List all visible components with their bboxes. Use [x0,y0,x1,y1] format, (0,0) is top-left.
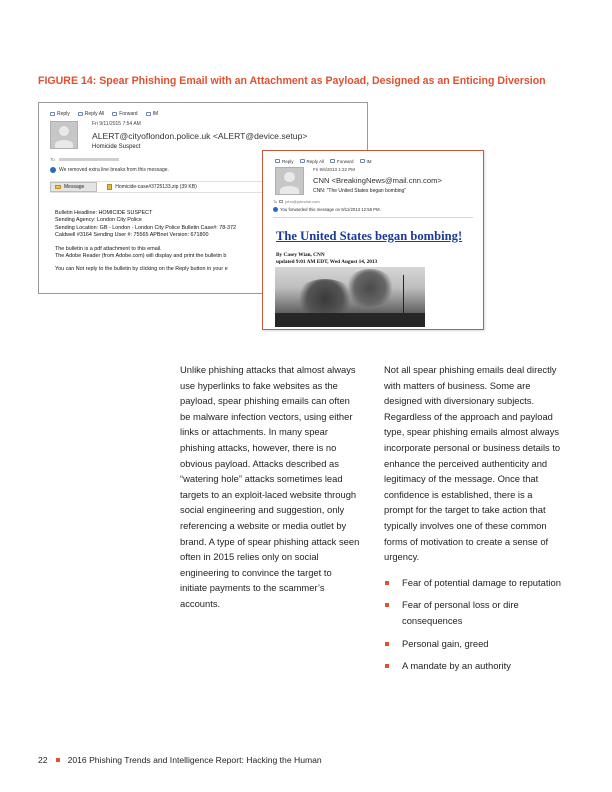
sender-avatar [275,167,304,195]
attachment-file[interactable]: Homicide-case#3725133.zip (39 KB) [115,184,197,190]
email-recipient: To john@johndoe.com [273,199,320,204]
email-subject: Homicide Suspect [92,144,141,150]
info-icon [273,207,278,212]
sender-avatar [50,121,78,149]
email-sender: CNN <BreakingNews@mail.cnn.com> [313,176,442,185]
im-button[interactable]: IM [146,111,159,117]
news-byline: By Casey Wian, CNN updated 9:01 AM EDT, Wed August 14, 2013 [276,252,378,265]
square-bullet-icon [385,603,389,607]
email-body: Bulletin Headline: HOMICIDE SUSPECT Sending Agency: London City Police Sending Location: GB - London - London City Police Bulletin Case#: 78-372 Caldwell #3164 Sending User #: 75565 APBnet Version: 671800 The bulletin is a pdf attachment to this email. The Adobe Reader (from Adobe.com) will display and print the bulletin b You can Not reply to the bulletin by clicking on the Reply button in your e [55,210,237,273]
motivation-list [384,575,564,674]
email-recipient: To [50,157,119,162]
news-headline-link[interactable]: The United States began bombing! [276,229,463,243]
forward-icon [112,112,117,116]
divider [273,217,473,218]
reply-all-button[interactable]: Reply All [300,159,325,164]
page-footer [38,755,322,765]
square-bullet-icon [385,642,389,646]
envelope-icon [55,185,61,189]
email-notice: We removed extra line breaks from this message. [50,167,169,173]
reply-all-button[interactable]: Reply All [78,111,104,117]
email-toolbar [50,109,158,119]
left-paragraph: Unlike phishing attacks that almost always use hyperlinks to fake websites as the payload, spear phishing emails can often be malware infection vectors, using either links or attachments. In many spear phishing attacks, however, there is no obvious payload. Attacks described as “watering hole” attacks sometimes lead targets to an exploit-laced website through social engineering and suggestion, only referencing a website or media outlet by brand. A type of spear phishing attack seen often in 2015 relies only on social engineering to convince the target to initiate payments to the scammer’s accounts. [180,364,360,609]
email-toolbar [275,156,372,166]
info-icon [50,167,56,173]
right-paragraph: Not all spear phishing emails deal directly with matters of business. Some are designed with diversionary subjects. Regardless of the approach and payload type, spear phishing emails almost always incorporate personal or business details to enhance the perceived authenticity and legitimacy of the message. Once that confidence is established, there is a prompt for the target to take action that typically involves one of these common forms of motivation to create a sense of urgency. [384,364,561,563]
square-separator-icon [56,758,60,762]
zip-file-icon [107,184,112,190]
checkbox-icon [279,200,283,203]
reply-button[interactable]: Reply [50,111,70,117]
im-icon [360,159,365,163]
list-item: Personal gain, greed [384,636,564,652]
im-icon [146,112,151,116]
reply-icon [50,112,55,116]
page-number: 22 [38,755,48,765]
right-column [384,362,564,681]
list-item: Fear of potential damage to reputation [384,575,564,591]
email-sender: ALERT@cityoflondon.police.uk <ALERT@device.setup> [92,131,308,141]
email-notice: You forwarded this message on 9/11/2013 12:58 PM. [273,207,381,212]
figure-title: FIGURE 14: Spear Phishing Email with an Attachment as Payload, Designed as an Enticing Diversion [38,75,546,87]
email-subject: CNN: "The United States began bombing" [313,188,407,194]
email-screenshot-cnn [262,150,484,330]
left-column [180,362,360,612]
redacted-recipient [59,158,119,161]
email-date: Fri 9/6/2013 1:22 PM [313,167,356,172]
forward-button[interactable]: Forward [112,111,137,117]
reply-icon [275,159,280,163]
list-item: A mandate by an authority [384,658,564,674]
square-bullet-icon [385,581,389,585]
square-bullet-icon [385,664,389,668]
im-button[interactable]: IM [360,159,372,164]
report-title: 2016 Phishing Trends and Intelligence Report: Hacking the Human [67,755,322,765]
forward-icon [330,159,335,163]
reply-all-icon [300,159,305,163]
news-photo-smoke [275,267,425,327]
reply-button[interactable]: Reply [275,159,294,164]
forward-button[interactable]: Forward [330,159,354,164]
list-item: Fear of personal loss or dire consequences [384,597,564,628]
email-date: Fri 9/11/2015 7:54 AM [92,121,141,127]
reply-all-icon [78,112,83,116]
message-tab[interactable]: Message [50,182,97,192]
